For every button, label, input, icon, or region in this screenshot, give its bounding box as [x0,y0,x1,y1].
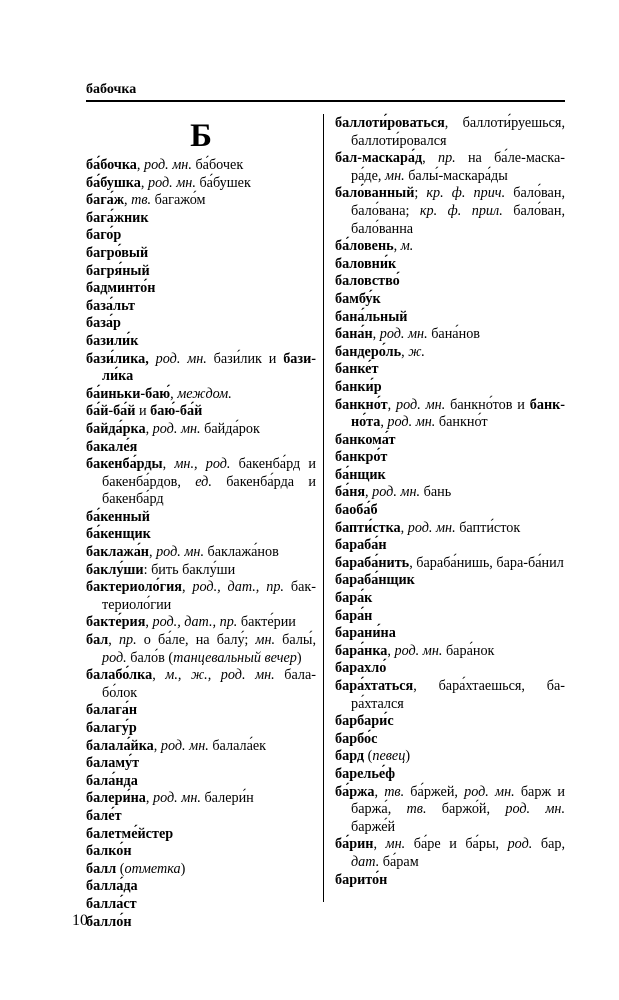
entry-text: балала́ек [208,737,267,754]
dictionary-entry [86,896,316,914]
dictionary-entry [86,914,316,932]
dictionary-entry [86,720,316,738]
dictionary-entry [86,790,316,808]
headword: баловство́ [335,273,400,290]
grammar-note: род. мн. [156,544,204,561]
left-column [86,115,316,931]
grammar-note: род. мн. [147,174,196,191]
dictionary-entry [86,773,316,791]
grammar-note: род. мн. [396,396,446,413]
dictionary-entry [86,614,316,632]
entry-text: , [181,579,193,596]
headword: бази́лика, [86,350,149,367]
running-head: бабочка [86,82,137,97]
entry-text: , [108,632,119,649]
dictionary-entry [335,748,565,766]
dictionary-entry [335,625,565,643]
headword: бара́к [335,590,373,607]
dictionary-entry [86,298,316,316]
headword: балл [86,860,117,877]
right-entries [335,115,565,889]
headword: банкно́т [335,396,388,413]
entry-text: бало́ван, бало́вана; [351,185,565,219]
headword: байда́рка [86,420,146,437]
grammar-note: тв. [384,783,405,800]
left-entries [86,157,316,931]
grammar-note: м., ж., род. мн. [165,667,275,684]
headword: бана́н [335,326,373,343]
dictionary-entry [335,608,565,626]
dictionary-entry [86,351,316,386]
entry-text: , [400,519,408,536]
entry-text: бапти́сток [455,519,521,536]
dictionary-entry [86,562,316,580]
headword: ба́нщик [335,466,386,483]
headword: баллоти́роваться [335,115,445,131]
headword: балко́н [86,843,132,860]
entry-text: ба́ре и ба́ры, [405,836,508,853]
grammar-note: танцевальный вечер [173,649,297,666]
dictionary-entry [335,872,565,890]
grammar-note: отметка [124,860,181,877]
headword: барито́н [335,871,388,888]
headword: банке́т [335,361,379,378]
dictionary-entry [335,555,565,573]
dictionary-entry [86,826,316,844]
headword: бакале́я [86,438,138,455]
entry-text: бакте́рии [237,614,296,631]
dictionary-entry [86,175,316,193]
dictionary-entry [335,326,565,344]
headword: базили́к [86,332,139,349]
dictionary-entry [86,280,316,298]
grammar-note: дат. [351,853,380,870]
dictionary-entry [86,227,316,245]
dictionary-entry [335,379,565,397]
entry-text: , [365,484,373,501]
headword: банкро́т [335,449,388,466]
entry-text: , [380,414,388,431]
grammar-note: род. мн. [379,326,428,343]
grammar-note: мн. [255,632,276,649]
grammar-note: междом. [177,385,232,402]
entry-text: , [387,396,397,413]
entry-text: барже́й [351,818,396,835]
entry-text: бара́нок [442,642,495,659]
entry-text: ( [116,860,125,877]
dictionary-entry [335,766,565,784]
entry-text: ) [180,860,186,877]
headword: баклу́ши [86,561,144,578]
entry-text: байда́рок [200,420,260,437]
dictionary-entry [86,315,316,333]
dictionary-entry [86,245,316,263]
dictionary-entry [335,836,565,871]
entry-text: , [170,385,178,402]
headword: барбо́с [335,730,378,747]
entry-text: ба́рам [379,853,419,870]
dictionary-entry [335,784,565,837]
grammar-note: кр. ф. прич. [426,185,506,202]
entry-text: ба́бочек [191,157,244,173]
headword: бараба́нщик [335,572,415,589]
entry-text: ; [414,185,427,202]
grammar-note: род. мн. [143,157,192,173]
headword: бапти́стка [335,519,401,536]
headword: база́льт [86,297,135,314]
right-column [335,115,565,889]
headword: барелье́ф [335,765,396,782]
entry-text: балы́, [275,632,316,649]
headword: балло́н [86,913,132,930]
entry-text: , [124,192,132,209]
headword: бандеро́ль [335,343,402,360]
headword: бал [86,632,109,649]
grammar-note: пр. [437,150,456,167]
dictionary-entry [335,660,565,678]
grammar-note: род. мн. [153,790,201,807]
dictionary-entry [86,843,316,861]
entry-text: баржо́й, [426,801,506,818]
headword: ба́бушка [86,174,141,191]
headword: ба́кенщик [86,526,151,543]
headword: баклажа́н [86,544,149,561]
entry-text: барж и баржа́, [351,783,565,818]
entry-text: ба́бушек [195,174,251,191]
headword: ба́ловень [335,238,394,255]
entry-text: ) [405,748,411,765]
entry-text: , [152,667,166,684]
grammar-note: певец [372,748,406,765]
grammar-note: род. мн. [155,350,207,367]
dictionary-entry [335,502,565,520]
grammar-note: род., дат., пр. [152,614,238,631]
entry-text: бакенба́рда и бакенба́рд [102,473,316,508]
dictionary-entry [86,456,316,509]
headword: бага́жник [86,209,149,226]
headword: бара́нка [335,642,388,659]
entry-text [149,351,156,367]
dictionary-entry [335,572,565,590]
entry-text: бала-бо́лок [102,667,316,701]
dictionary-entry [335,678,565,713]
grammar-note: род., дат., пр. [192,579,284,596]
entry-text: , бара́хтаешься, ба-ра́хтался [351,678,565,712]
entry-text: , [153,737,161,754]
dictionary-entry [335,449,565,467]
headword: ба́ржа [335,783,375,800]
dictionary-entry [335,309,565,327]
grammar-note: пр. [118,632,137,649]
headword: бард [335,748,365,765]
entry-text: балери́н [200,790,254,807]
grammar-note: род. [102,649,127,666]
entry-text: : бить баклу́ши [143,561,236,578]
headword: баоба́б [335,502,378,519]
headword: барахло́ [335,660,387,677]
headword: баловни́к [335,255,397,272]
dictionary-entry [335,291,565,309]
entry-text: , [145,790,153,807]
headword: ба́й-ба́й [86,403,136,420]
entry-text: банкно́т [435,414,488,431]
dictionary-entry [86,333,316,351]
dictionary-entry [335,731,565,749]
dictionary-entry [86,878,316,896]
grammar-note: мн. [385,836,406,853]
entry-text: , [372,326,380,343]
entry-text: , [148,544,157,561]
entry-text: бак-териоло́гии [102,579,316,613]
entry-text: бази́лик и [206,350,284,367]
dictionary-entry [86,509,316,527]
grammar-note: тв. [406,801,427,818]
headword: бало́ванный [335,185,415,202]
headword: баю́-ба́й [150,403,203,420]
headword: бамбу́к [335,290,381,307]
headword: бакенба́рды [86,456,163,473]
headword: бази-ли́ка [102,350,316,385]
headword: ба́иньки-баю́ [86,385,171,402]
dictionary-entry [335,115,565,150]
grammar-note: род. мн. [394,642,443,659]
headword: балага́н [86,702,138,719]
grammar-note: род. мн. [152,420,201,437]
dictionary-entry [335,397,565,432]
grammar-note: род. мн. [505,801,566,818]
entry-text: бана́нов [427,326,480,343]
grammar-note: род. мн. [160,737,209,754]
dictionary-entry [86,738,316,756]
dictionary-entry [86,632,316,667]
headword: банкома́т [335,431,396,448]
grammar-note: мн. [385,167,405,184]
entry-text: багажо́м [151,192,206,209]
dictionary-entry [335,467,565,485]
headword: балла́да [86,878,138,895]
headword: балери́на [86,790,146,807]
headword: барбари́с [335,713,394,730]
entry-text: , [136,157,144,173]
entry-text: , [145,420,153,437]
grammar-note: род. мн. [372,484,421,501]
entry-text: о ба́ле, на балу́; [136,632,256,649]
headword: ба́бочка [86,157,137,173]
dictionary-entry [335,643,565,661]
dictionary-entry [335,185,565,238]
headword: барани́на [335,625,396,642]
headword: балабо́лка [86,667,153,684]
headword: ба́кенный [86,508,150,525]
dictionary-entry [335,256,565,274]
headword: балетме́йстер [86,825,174,842]
entry-text: , [387,642,395,659]
entry-text: ( [364,748,373,765]
entry-text: банкно́тов и [445,396,530,413]
headword: балла́ст [86,895,137,912]
entry-text: и [135,403,151,420]
headword: бараба́нить [335,554,410,571]
header-rule [86,100,565,102]
entry-text: , [145,614,153,631]
headword: бакте́рия [86,614,146,631]
entry-text: бало́в ( [126,649,174,666]
entry-text: , [422,150,438,167]
entry-text: бань [420,484,452,501]
headword: балагу́р [86,720,137,736]
dictionary-entry [335,150,565,185]
dictionary-entry [86,579,316,614]
dictionary-entry [86,808,316,826]
entry-text: , [393,238,401,255]
grammar-note: род. мн. [387,414,436,431]
dictionary-entry [86,192,316,210]
entry-text: ба́ржей, [404,783,465,800]
headword: база́р [86,315,121,332]
headword: балала́йка [86,737,154,754]
dictionary-entry [86,421,316,439]
entry-text: бакенба́рд и бакенба́рдов, [102,456,316,490]
headword: баламу́т [86,755,140,772]
grammar-note: мн., род. [174,456,231,473]
dictionary-entry [335,432,565,450]
grammar-note: м. [400,238,414,255]
dictionary-entry [335,361,565,379]
entry-text: , [373,836,386,853]
dictionary-entry [86,861,316,879]
entry-text: балы́-маскара́ды [404,167,508,184]
dictionary-entry [335,537,565,555]
dictionary-entry [86,544,316,562]
headword: бала́нда [86,772,138,789]
headword: баго́р [86,227,122,244]
section-letter: Б [190,118,212,154]
dictionary-entry [86,755,316,773]
entry-text: , бараба́нишь, бара-ба́нил [409,554,564,571]
entry-text: , [140,174,148,191]
headword: бара́н [335,607,373,624]
entry-text: бар, [532,836,566,853]
headword: ба́ня [335,484,366,501]
headword: багря́ный [86,262,150,279]
dictionary-entry [86,667,316,702]
entry-text: на ба́ле-маска-ра́де, [351,150,565,184]
entry-text: , [401,343,409,360]
headword: банки́р [335,378,382,395]
entry-text: ) [296,649,302,666]
headword: бал-маскара́д [335,150,423,167]
grammar-note: род. [507,836,533,853]
dictionary-entry [335,590,565,608]
headword: бале́т [86,807,122,824]
dictionary-entry [335,238,565,256]
dictionary-entry [335,484,565,502]
entry-text: баклажа́нов [204,544,279,561]
entry-text: , баллоти́руешься, баллоти́ровался [351,115,565,149]
grammar-note: род. мн. [407,519,456,536]
grammar-note: род. мн. [464,783,515,800]
dictionary-entry [335,344,565,362]
headword: банк-но́та [351,396,566,431]
headword: бара́хтаться [335,678,414,694]
headword: багро́вый [86,244,149,261]
dictionary-entry [86,157,316,175]
grammar-note: кр. ф. прил. [419,202,503,219]
grammar-note: ж. [408,343,425,360]
headword: бараба́н [335,537,387,554]
column-divider [323,114,324,902]
headword: бана́льный [335,308,408,325]
page-number: 10 [72,912,88,929]
headword: бага́ж [86,192,125,209]
headword: ба́рин [335,836,374,853]
dictionary-entry [335,713,565,731]
dictionary-entry [86,526,316,544]
headword: бадминто́н [86,280,156,297]
entry-text: , [374,783,385,800]
headword: бактериоло́гия [86,579,182,596]
dictionary-entry [335,273,565,291]
grammar-note: тв. [131,192,152,209]
entry-text: , [162,456,175,473]
dictionary-entry [86,386,316,404]
dictionary-entry [335,520,565,538]
dictionary-entry [86,702,316,720]
dictionary-entry [86,439,316,457]
grammar-note: ед. [195,473,212,490]
entry-text: бало́ван, бало́ванна [351,202,565,237]
dictionary-entry [86,263,316,281]
dictionary-entry [86,210,316,228]
dictionary-entry [86,403,316,421]
